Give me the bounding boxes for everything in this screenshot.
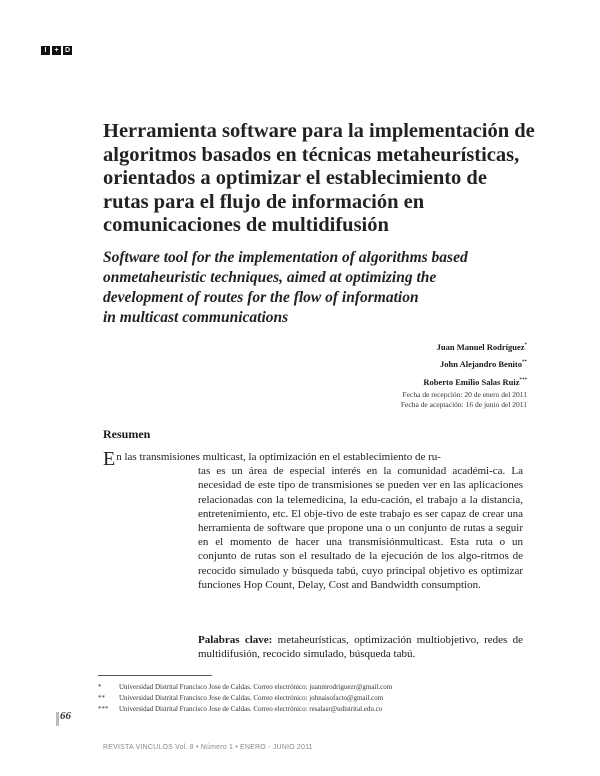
title-es-line: rutas para el flujo de información en: [103, 190, 425, 213]
section-badge: [41, 46, 72, 55]
keywords: [198, 633, 523, 661]
keywords-text: metaheurísticas, optimización multiobjetivo, redes de multidifusión, recocido simulado, búsqueda tabú.: [198, 634, 523, 661]
abstract-heading: Resumen: [103, 427, 151, 441]
title-es-line: Herramienta software para la implementación de: [103, 120, 535, 142]
badge-plus: +: [52, 46, 61, 55]
title-es-line: algoritmos basados en técnicas metaheurísticas,: [103, 143, 520, 166]
page-edge-bar: [56, 712, 59, 726]
footnote-divider: [98, 675, 212, 676]
title-es-line: orientados a optimizar el establecimiento de: [103, 167, 487, 189]
author-list: [423, 338, 527, 390]
author: Juan Manuel Rodríguez*: [436, 341, 527, 352]
title-en-line: development of routes for the flow of information: [103, 289, 419, 306]
drop-cap: E: [103, 448, 116, 470]
author: John Alejandro Benito**: [439, 359, 527, 370]
badge-letter-d: D: [64, 47, 71, 54]
footnote: *** Universidad Distrital Francisco Jose de Caldas. Correo electrónico: resalasr@udistrital.edu.co: [98, 705, 383, 713]
title-en-line: Software tool for the implementation of algorithms based: [103, 249, 468, 266]
footnotes: [98, 682, 518, 715]
page-number: 66: [60, 710, 71, 722]
footnote: ** Universidad Distrital Francisco Jose de Caldas. Correo electrónico: johnaisofacto@gmail.com: [98, 694, 384, 702]
received-date: Fecha de recepción: 20 de enero del 2011: [402, 390, 527, 399]
accepted-date: Fecha de aceptación: 16 de junio del 2011: [400, 400, 527, 409]
journal-footer: REVISTA VINCULOS Vol. 8 • Número 1 • ENERO - JUNIO 2011: [103, 744, 313, 751]
title-es-line: comunicaciones de multidifusión: [103, 214, 389, 236]
keywords-label: Palabras clave:: [198, 634, 273, 646]
abstract-first-line: En las transmisiones multicast, la optimización en el establecimiento de ru-: [103, 448, 441, 470]
footnote: * Universidad Distrital Francisco Jose de Caldas. Correo electrónico: juanmrodriguezr@gmail.com: [98, 683, 393, 691]
title-spanish: [103, 120, 543, 238]
author: Roberto Emilio Salas Ruiz***: [423, 376, 527, 387]
title-english: [103, 248, 543, 328]
abstract-paragraph: tas es un área de especial interés en la comunidad académi-ca. La necesidad de este tipo de transmisiones se pueden ver en las aplicaciones relacionadas con la telemedicina, la edu-cación, el trabajo a la distancia, entretenimiento, etc. El obje-tivo de este trabajo es ser capaz de crear una herramienta de software que propone una o un conjunto de rutas a seguir en el momento de hacer una transmisiónmulticast. Esta ruta o un conjunto de rutas son el resultado de la ejecución de los algo-ritmos de recocido simulado y búsqueda tabú, cuyo principal objetivo es optimizar funciones Hop Count, Delay, Cost and Bandwidth consumption.: [198, 465, 523, 591]
title-en-line: in multicast communications: [103, 309, 289, 326]
abstract-body: [103, 450, 523, 592]
title-en-line: onmetaheuristic techniques, aimed at optimizing the: [103, 269, 437, 286]
submission-dates: [401, 390, 527, 410]
badge-letter-i: I: [41, 46, 50, 55]
